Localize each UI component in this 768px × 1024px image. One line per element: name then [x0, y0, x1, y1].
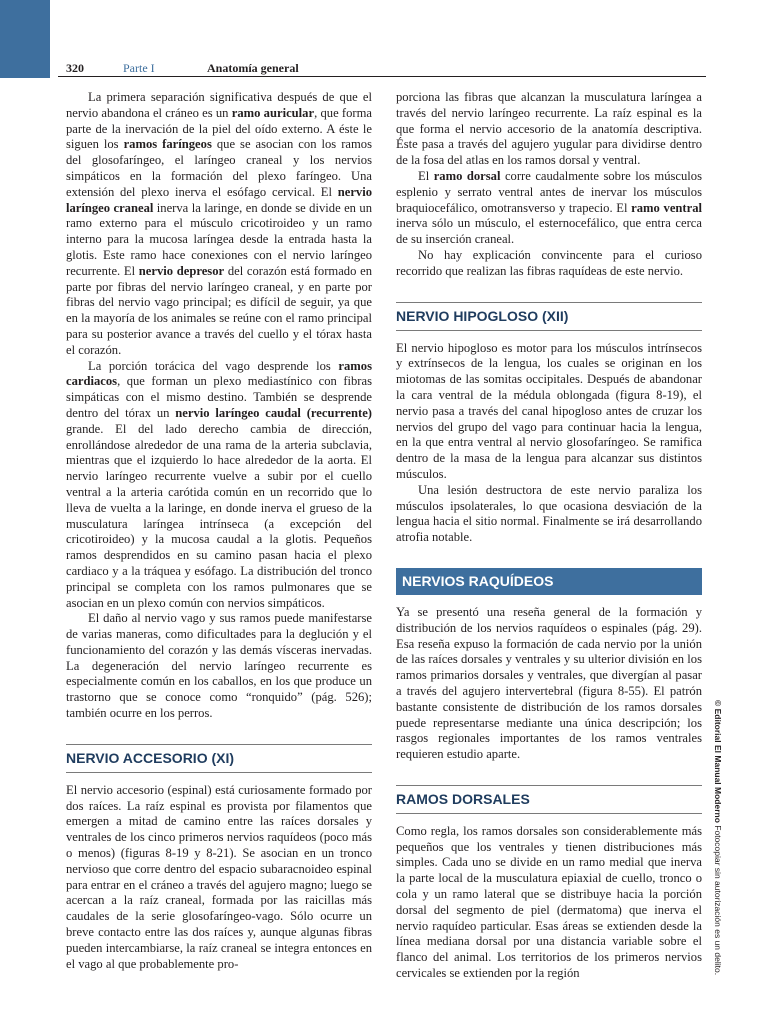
header-rule [58, 76, 706, 77]
paragraph: El daño al nervio vago y sus ramos puede manifestarse de varias maneras, como dificultades para la deglución y el funcionamiento del corazón y las demás vísceras inervadas. La degeneración del nervio laríngeo recurrente es especialmente común en los caballos, en los que produce un trastorno que se conoce como “ronquido” (pág. 526); también ocurre en los perros. [66, 611, 372, 721]
section-title: Anatomía general [207, 61, 299, 75]
paragraph: La primera separación significativa después de que el nervio abandona el cráneo es un ramo auricular, que forma parte de la inervación de la piel del oído externo. A éste le siguen los ramos faríngeos que se asocian con los ramos del glosofaríngeo, el laríngeo craneal y los nervios simpáticos en la formación del plexo faríngeo. Una extensión del plexo inerva el esófago cervical. El nervio laríngeo craneal inerva la laringe, en donde se divide en un ramo externo para el músculo cricotiroideo y un ramo interno para la mucosa laríngea desde la entrada hasta la glotis. Este ramo hace conexiones con el nervio laríngeo recurrente. El nervio depresor del corazón está formado en parte por fibras del nervio laríngeo craneal, y en parte por fibras del nervio vago principal; es difícil de seguir, ya que en la mayoría de los animales se reúne con el ramo principal para su posterior avance a través del cuello y el tórax hasta el corazón. [66, 90, 372, 357]
section-heading-hipogloso: NERVIO HIPOGLOSO (XII) [396, 302, 702, 331]
paragraph: El nervio accesorio (espinal) está curiosamente formado por dos raíces. La raíz espinal es provista por filamentos que emergen a mitad de camino entre las raíces dorsales y ventrales de los cinco primeros nervios raquídeos (poco más o menos) (figuras 8-19 y 8-21). Se asocian en un tronco nervioso que corre dentro del espacio subaracnoideo espinal para entrar en el cráneo a través del agujero magno; luego se acercan a la raíz craneal, formada por las raicillas más caudales de la serie glosofaríngeo-vago. Sólo ocurre un breve contacto entre las dos raíces y, aunque algunas fibras pueden intercambiarse, la raíz craneal se integra entonces en el vago al que probablemente pro- [66, 782, 372, 971]
page-number: 320 [66, 61, 84, 75]
part-label: Parte I [123, 61, 155, 75]
right-column [396, 90, 702, 982]
section-heading-dorsales: RAMOS DORSALES [396, 785, 702, 814]
running-head [66, 58, 706, 78]
corner-color-block [0, 0, 50, 78]
paragraph: Ya se presentó una reseña general de la formación y distribución de los nervios raquídeos o espinales (pág. 29). Esa reseña expuso la formación de cada nervio por la unión de las raíces dorsales y ventrales y su ulterior división en los ramos primarios dorsales y ventrales, que divergían al pasar a través del agujero intervertebral (figura 8-55). El patrón bastante consistente de distribución de los ramos dorsales puede representarse mediante una única descripción; los rasgos regionales importantes de los ramos ventrales requieren estudio aparte. [396, 604, 702, 762]
left-column [66, 90, 372, 972]
paragraph: Una lesión destructora de este nervio paraliza los músculos ipsolaterales, lo que ocasiona desviación de la lengua hacia el sitio normal. Finalmente se irá desarrollando atrofia notable. [396, 482, 702, 545]
paragraph: El ramo dorsal corre caudalmente sobre los músculos esplenio y serrato ventral antes de inervar los músculos braquiocefálico, omotransverso y trapecio. El ramo ventral inerva sólo un músculo, el esternocefálico, que entra cerca de su inserción craneal. [396, 168, 703, 247]
paragraph: No hay explicación convincente para el curioso recorrido que realizan las fibras raquídeas de este nervio. [396, 247, 702, 278]
paragraph: La porción torácica del vago desprende los ramos cardiacos, que forman un plexo mediastínico con fibras simpáticas con el mismo destino. También se desprende dentro del tórax un nervio laríngeo caudal (recurrente) grande. El del lado derecho cambia de dirección, enrollándose alrededor de una rama de la arteria subclavia, mientras que el izquierdo lo hace alrededor de la aorta. El nervio laríngeo recurrente vuelve a subir por el cuello ventral a la arteria carótida común en un recorrido que lo lleva de vuelta a la laringe, en donde inerva el grueso de la musculatura laríngea intrínseca (a excepción del cricotiroideo) y la mucosa caudal a la glotis. Pequeños ramos desprendidos en su camino pasan hacia el plexo cardiaco y a la tráquea y esófago. La distribución del tronco principal se completa con los ramos pulmonares que se asocian en un plexo común con nervios simpáticos. [66, 358, 372, 610]
section-heading-raquideos: NERVIOS RAQUÍDEOS [396, 568, 702, 595]
copyright-notice: © Editorial El Manual Moderno Fotocopiar sin autorización es un delito. [713, 700, 723, 976]
paragraph: Como regla, los ramos dorsales son considerablemente más pequeños que los ventrales y tienen distribuciones más simples. Cada uno se divide en un ramo medial que inerva la parte local de la musculatura epiaxial de cuello, tronco o cola y un ramo lateral que se distribuye hacia la porción dorsal del segmento de piel (dermatoma) que inerva el nervio raquídeo particular. Esas áreas se extienden desde la línea mediana dorsal por una distancia variable sobre el flanco del animal. Los territorios de los primeros nervios cervicales se extienden por la región [396, 823, 702, 981]
section-heading-accesorio: NERVIO ACCESORIO (XI) [66, 744, 372, 773]
paragraph: El nervio hipogloso es motor para los músculos intrínsecos y extrínsecos de la lengua, los cuales se originan en los miotomas de las somitas occipitales. Después de abandonar la cara ventral de la médula oblongada (figura 8-19), el nervio pasa a través del canal hipogloso antes de cruzar los nervios del grupo del vago para continuar hacia la lengua, en la que entra ventral al nervio glosofaríngeo. Se ramifica dentro de la masa de la lengua para alcanzar sus distintos músculos. [396, 340, 702, 481]
paragraph: porciona las fibras que alcanzan la musculatura laríngea a través del nervio laríngeo recurrente. La raíz espinal es la que forma el nervio accesorio de la anatomía descriptiva. Éste pasa a través del agujero yugular para dividirse dentro de la fosa del atlas en los ramos dorsal y ventral. [396, 90, 702, 168]
